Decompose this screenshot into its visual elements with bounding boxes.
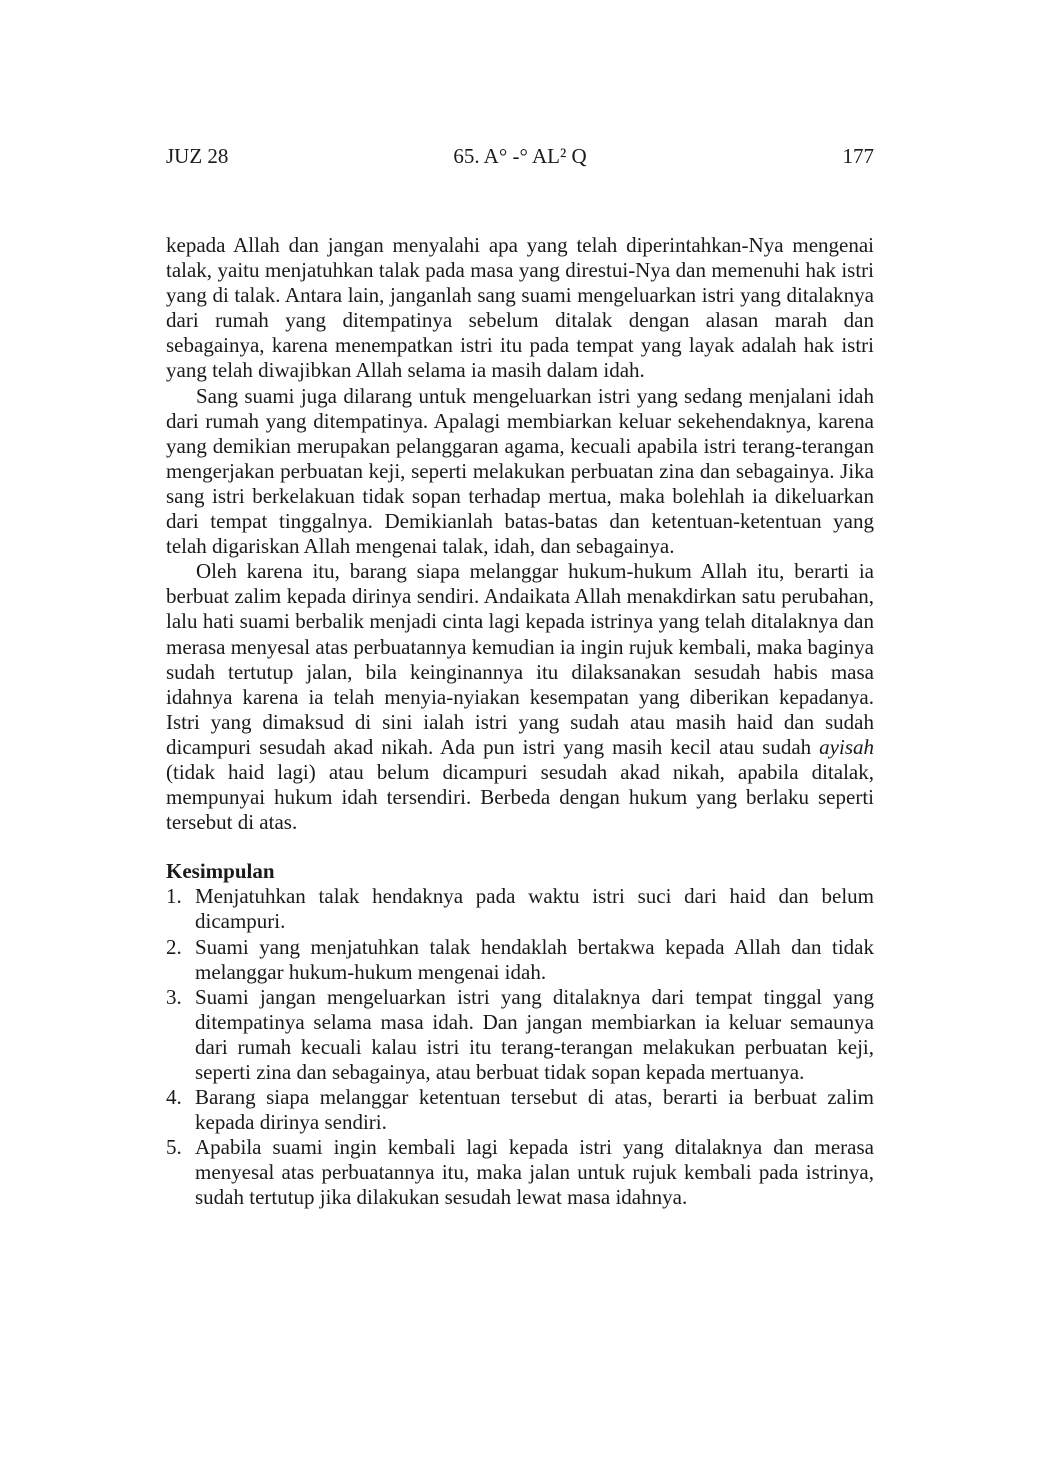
list-item	[166, 935, 874, 985]
page-number: 177	[842, 144, 874, 168]
section-heading: Kesimpulan	[166, 859, 275, 884]
item-number: 3.	[166, 984, 182, 1009]
item-text: Barang siapa melanggar ketentuan tersebut di atas, berarti ia berbuat zalim kepada dirinya sendiri.	[195, 1085, 874, 1135]
item-number: 4.	[166, 1085, 182, 1110]
item-text: Suami jangan mengeluarkan istri yang ditalaknya dari tempat tinggal yang ditempatinya selama masa idah. Dan jangan membiarkan ia keluar semaunya dari rumah kecuali kalau istri itu terang-terangan melakukan perbuatan keji, seperti zina dan sebagainya, atau berbuat tidak sopan kepada mertuanya.	[195, 984, 874, 1084]
surah-title: 65. A° -° AL² Q	[453, 144, 587, 168]
item-text: Suami yang menjatuhkan talak hendaklah bertakwa kepada Allah dan tidak melanggar hukum-hukum mengenai idah.	[195, 934, 874, 984]
juz-label: JUZ 28	[166, 144, 229, 168]
body-text	[166, 233, 874, 1211]
list-item	[166, 884, 874, 934]
italic-term: ayisah	[819, 734, 874, 759]
item-text: Menjatuhkan talak hendaknya pada waktu istri suci dari haid dan belum dicampuri.	[195, 884, 874, 934]
item-number: 1.	[166, 884, 182, 909]
conclusion-list	[166, 884, 874, 1210]
list-item	[166, 985, 874, 1085]
paragraph-text: (tidak haid lagi) atau belum dicampuri sesudah akad nikah, apabila ditalak, mempunyai hukum idah tersendiri. Berbeda dengan hukum yang berlaku seperti tersebut di atas.	[166, 759, 874, 835]
item-number: 2.	[166, 934, 182, 959]
paragraph-text: Oleh karena itu, barang siapa melanggar hukum-hukum Allah itu, berarti ia berbuat zalim kepada dirinya sendiri. Andaikata Allah menakdirkan satu perubahan, lalu hati suami berbalik menjadi cinta lagi kepada istrinya yang telah ditalaknya dan merasa menyesal atas perbuatannya kemudian ia ingin rujuk kembali, maka baginya sudah tertutup jalan, bila keinginannya itu dilaksanakan sesudah habis masa idahnya karena ia telah menyia-nyiakan kesempatan yang diberikan kepadanya. Istri yang dimaksud di sini ialah istri yang sudah atau masih haid dan sudah dicampuri sesudah akad nikah. Ada pun istri yang masih kecil atau sudah	[166, 559, 874, 759]
running-header	[166, 144, 874, 172]
paragraph-consequence	[166, 559, 874, 835]
list-item	[166, 1085, 874, 1135]
item-number: 5.	[166, 1135, 182, 1160]
paragraph-continuation: kepada Allah dan jangan menyalahi apa yang telah diperintahkan-Nya mengenai talak, yaitu menjatuhkan talak pada masa yang direstui-Nya dan memenuhi hak istri yang di talak. Antara lain, janganlah sang suami mengeluarkan istri yang ditalaknya dari rumah yang ditempatinya sebelum ditalak dengan alasan marah dan sebagainya, karena menempatkan istri itu pada tempat yang layak adalah hak istri yang telah diwajibkan Allah selama ia masih dalam idah.	[166, 233, 874, 383]
paragraph-prohibition: Sang suami juga dilarang untuk mengeluarkan istri yang sedang menjalani idah dari rumah yang ditempatinya. Apalagi membiarkan keluar sekehendaknya, karena yang demikian merupakan pelanggaran agama, kecuali apabila istri terang-terangan mengerjakan perbuatan keji, seperti melakukan perbuatan zina dan sebagainya. Jika sang istri berkelakuan tidak sopan terhadap mertua, maka bolehlah ia dikeluarkan dari tempat tinggalnya. Demikianlah batas-batas dan ketentuan-ketentuan yang telah digariskan Allah mengenai talak, idah, dan sebagainya.	[166, 383, 874, 559]
list-item	[166, 1135, 874, 1210]
item-text: Apabila suami ingin kembali lagi kepada istri yang ditalaknya dan merasa menyesal atas perbuatannya itu, maka jalan untuk rujuk kembali pada istrinya, sudah tertutup jika dilakukan sesudah lewat masa idahnya.	[195, 1135, 874, 1210]
